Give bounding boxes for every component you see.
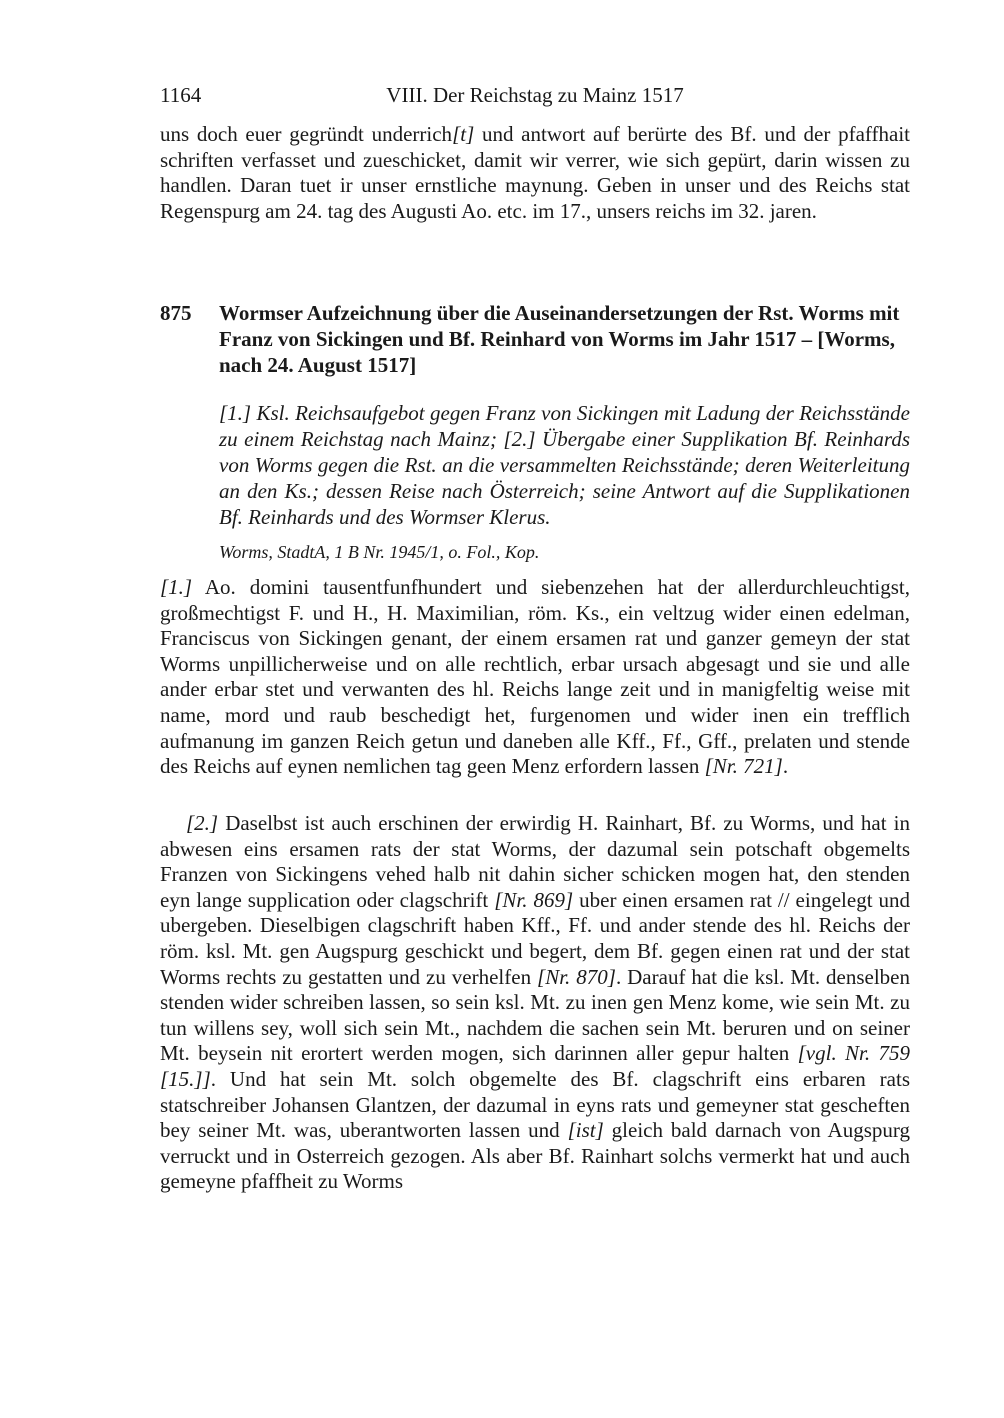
cross-reference: [vgl. Nr. 759 [15.]] [160, 1041, 910, 1091]
document-title: Wormser Aufzeichnung über die Auseinandersetzungen der Rst. Worms mit Franz von Sickingen und Bf. Reinhard von Worms im Jahr 1517 – [Worms, nach 24. August 1517] [219, 301, 900, 377]
continuation-paragraph [160, 122, 910, 224]
running-head [160, 80, 910, 110]
body-text: Ao. domini tausentfunfhundert und siebenzehen hat der allerdurchleuchtigst, großmechtigst F. und H., H. Maximilian, röm. Ks., ein veltzug wider einen edelman, Franciscus von Sickingen genant, der einem ersamen rat und ganzer gemeyn der stat Worms unpillicherweise und on alle rechtlich, erbar ursach abgesagt und sie und alle ander erbar stet und verwanten des hl. Reichs lange zeit und in manigfeltig weise mit name, mord und raub beschedigt het, furgenomen und wider inen ein trefflich aufmanung im ganzen Reich getun und daneben alle Kff., Ff., Gff., prelaten und stende des Reichs auf eynen nemlichen tag geen Menz erfordern lassen [160, 575, 910, 779]
source-note: Worms, StadtA, 1 B Nr. 1945/1, o. Fol., Kop. [219, 542, 540, 562]
body-text: uber einen ersamen rat // eingelegt und ubergeben. Dieselbigen clagschrift haben Kff., Ff. und ander stende des hl. Reichs der röm. ksl. Mt. gen Augspurg geschickt und begert, dem Bf. gegen einen rat und der stat Worms rechts zu gestatten und zu verhelfen [160, 887, 910, 989]
cross-reference: [Nr. 721] [704, 754, 783, 779]
body-text: gleich bald darnach von Augspurg verruckt und in Osterreich gezogen. Als aber Bf. Rainhart solchs vermerkt hat und auch gemeyne pfaffheit zu Worms [160, 1118, 911, 1194]
cross-reference: [Nr. 869] [494, 887, 574, 912]
section-marker-2: [2.] [186, 811, 219, 835]
editorial-insertion: [t] [452, 122, 475, 146]
running-title: VIII. Der Reichstag zu Mainz 1517 [386, 83, 684, 107]
continuation-text-1: uns doch euer gegründt underrich [160, 122, 453, 146]
editorial-insertion: [ist] [567, 1118, 604, 1143]
document-number: 875 [160, 301, 192, 325]
document-heading [160, 300, 910, 378]
page-number: 1164 [160, 83, 202, 107]
cross-reference: [Nr. 870] [537, 964, 616, 989]
body-text: . Und hat sein Mt. solch obgemelte des Bf. clagschrift eins erbaren rats statschreiber Johansen Glantzen, der dazumal in eyns rats und gemeyner stat gescheften bey seiner Mt. was, uberantworten lassen und [160, 1066, 910, 1143]
regest-summary: [1.] Ksl. Reichsaufgebot gegen Franz von Sickingen mit Ladung der Reichsstände zu einem Reichstag nach Mainz; [2.] Übergabe einer Supplikation Bf. Reinhards von Worms gegen die Rst. an die versammelten Reichsstände; deren Weiterleitung an den Ks.; dessen Reise nach Österreich; seine Antwort auf die Supplikationen Bf. Reinhards und des Wormser Klerus. [219, 401, 910, 529]
body-paragraph-2 [160, 811, 910, 1195]
body-paragraph-1 [160, 575, 910, 780]
section-marker-1: [1.] [160, 575, 193, 599]
body-text: . [782, 754, 789, 779]
body-text: . Darauf hat die ksl. Mt. denselben stenden wider schreiben lassen, so sein ksl. Mt. zu inen gen Menz kome, wie sein Mt. zu tun willens sey, woll sich sein Mt., nachdem die sachen sein Mt. beruren und on seiner Mt. beysein nit erortert werden mogen, sich darinnen aller gepur halten [160, 964, 910, 1066]
continuation-text-2: und antwort auf berürte des Bf. und der pfaffhait schriften verfasset und zueschicket, damit wir verrer, wie sich gepürt, darin wissen zu handlen. Daran tuet ir unser ernstliche maynung. Geben in unser und des Reichs stat Regenspurg am 24. tag des Augusti Ao. etc. im 17., unsers reichs im 32. jaren. [160, 122, 910, 223]
body-text: Daselbst ist auch erschinen der erwirdig H. Rainhart, Bf. zu Worms, und hat in abwesen eins ersamen rats der stat Worms, der dazumal sein potschaft obgemelts Franzen von Sickingens vehed halb nit dahin sicher schicken mogen hat, den stenden eyn lange supplication oder clagschrift [160, 811, 910, 912]
